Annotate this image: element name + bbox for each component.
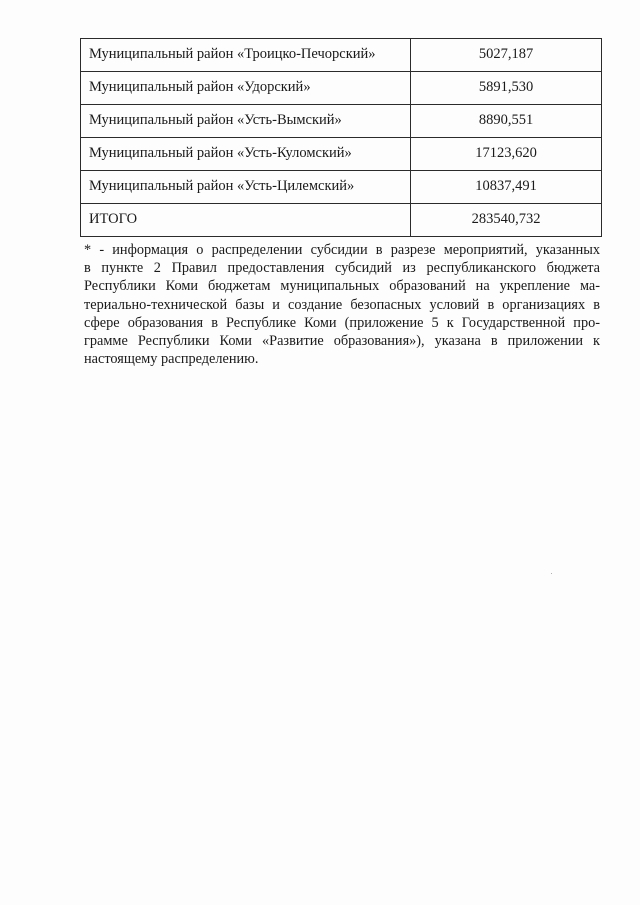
- total-label-cell: ИТОГО: [81, 204, 411, 237]
- municipality-name-cell: Муниципальный район «Усть-Куломский»: [81, 138, 411, 171]
- amount-cell: 5027,187: [411, 39, 602, 72]
- municipality-name-cell: Муниципальный район «Удорский»: [81, 72, 411, 105]
- footnote-line: грамме Республики Коми «Развитие образования»), указана в приложении к: [84, 333, 600, 350]
- footnote: [84, 241, 600, 368]
- footnote-line: териально-технической базы и создание безопасных условий в организациях в: [84, 296, 600, 313]
- amount-cell: 8890,551: [411, 105, 602, 138]
- table-row: [81, 105, 602, 138]
- total-amount-cell: 283540,732: [411, 204, 602, 237]
- footnote-line: Республики Коми бюджетам муниципальных образований на укрепление ма-: [84, 278, 600, 295]
- table-row: [81, 72, 602, 105]
- footnote-line: настоящему распределению.: [84, 351, 259, 368]
- amount-cell: 10837,491: [411, 171, 602, 204]
- footnote-line: сфере образования в Республике Коми (приложение 5 к Государственной про-: [84, 314, 600, 331]
- subsidy-distribution-table: [80, 38, 602, 237]
- table-row: [81, 171, 602, 204]
- footnote-line: в пункте 2 Правил предоставления субсидий из республиканского бюджета: [84, 260, 600, 277]
- table-row: [81, 138, 602, 171]
- total-row: [81, 204, 602, 237]
- municipality-name-cell: Муниципальный район «Усть-Цилемский»: [81, 171, 411, 204]
- municipality-name-cell: Муниципальный район «Усть-Вымский»: [81, 105, 411, 138]
- table-row: [81, 39, 602, 72]
- scan-speck: [551, 573, 552, 574]
- amount-cell: 5891,530: [411, 72, 602, 105]
- municipality-name-cell: Муниципальный район «Троицко-Печорский»: [81, 39, 411, 72]
- footnote-line: * - информация о распределении субсидии в разрезе мероприятий, указанных: [84, 242, 600, 258]
- amount-cell: 17123,620: [411, 138, 602, 171]
